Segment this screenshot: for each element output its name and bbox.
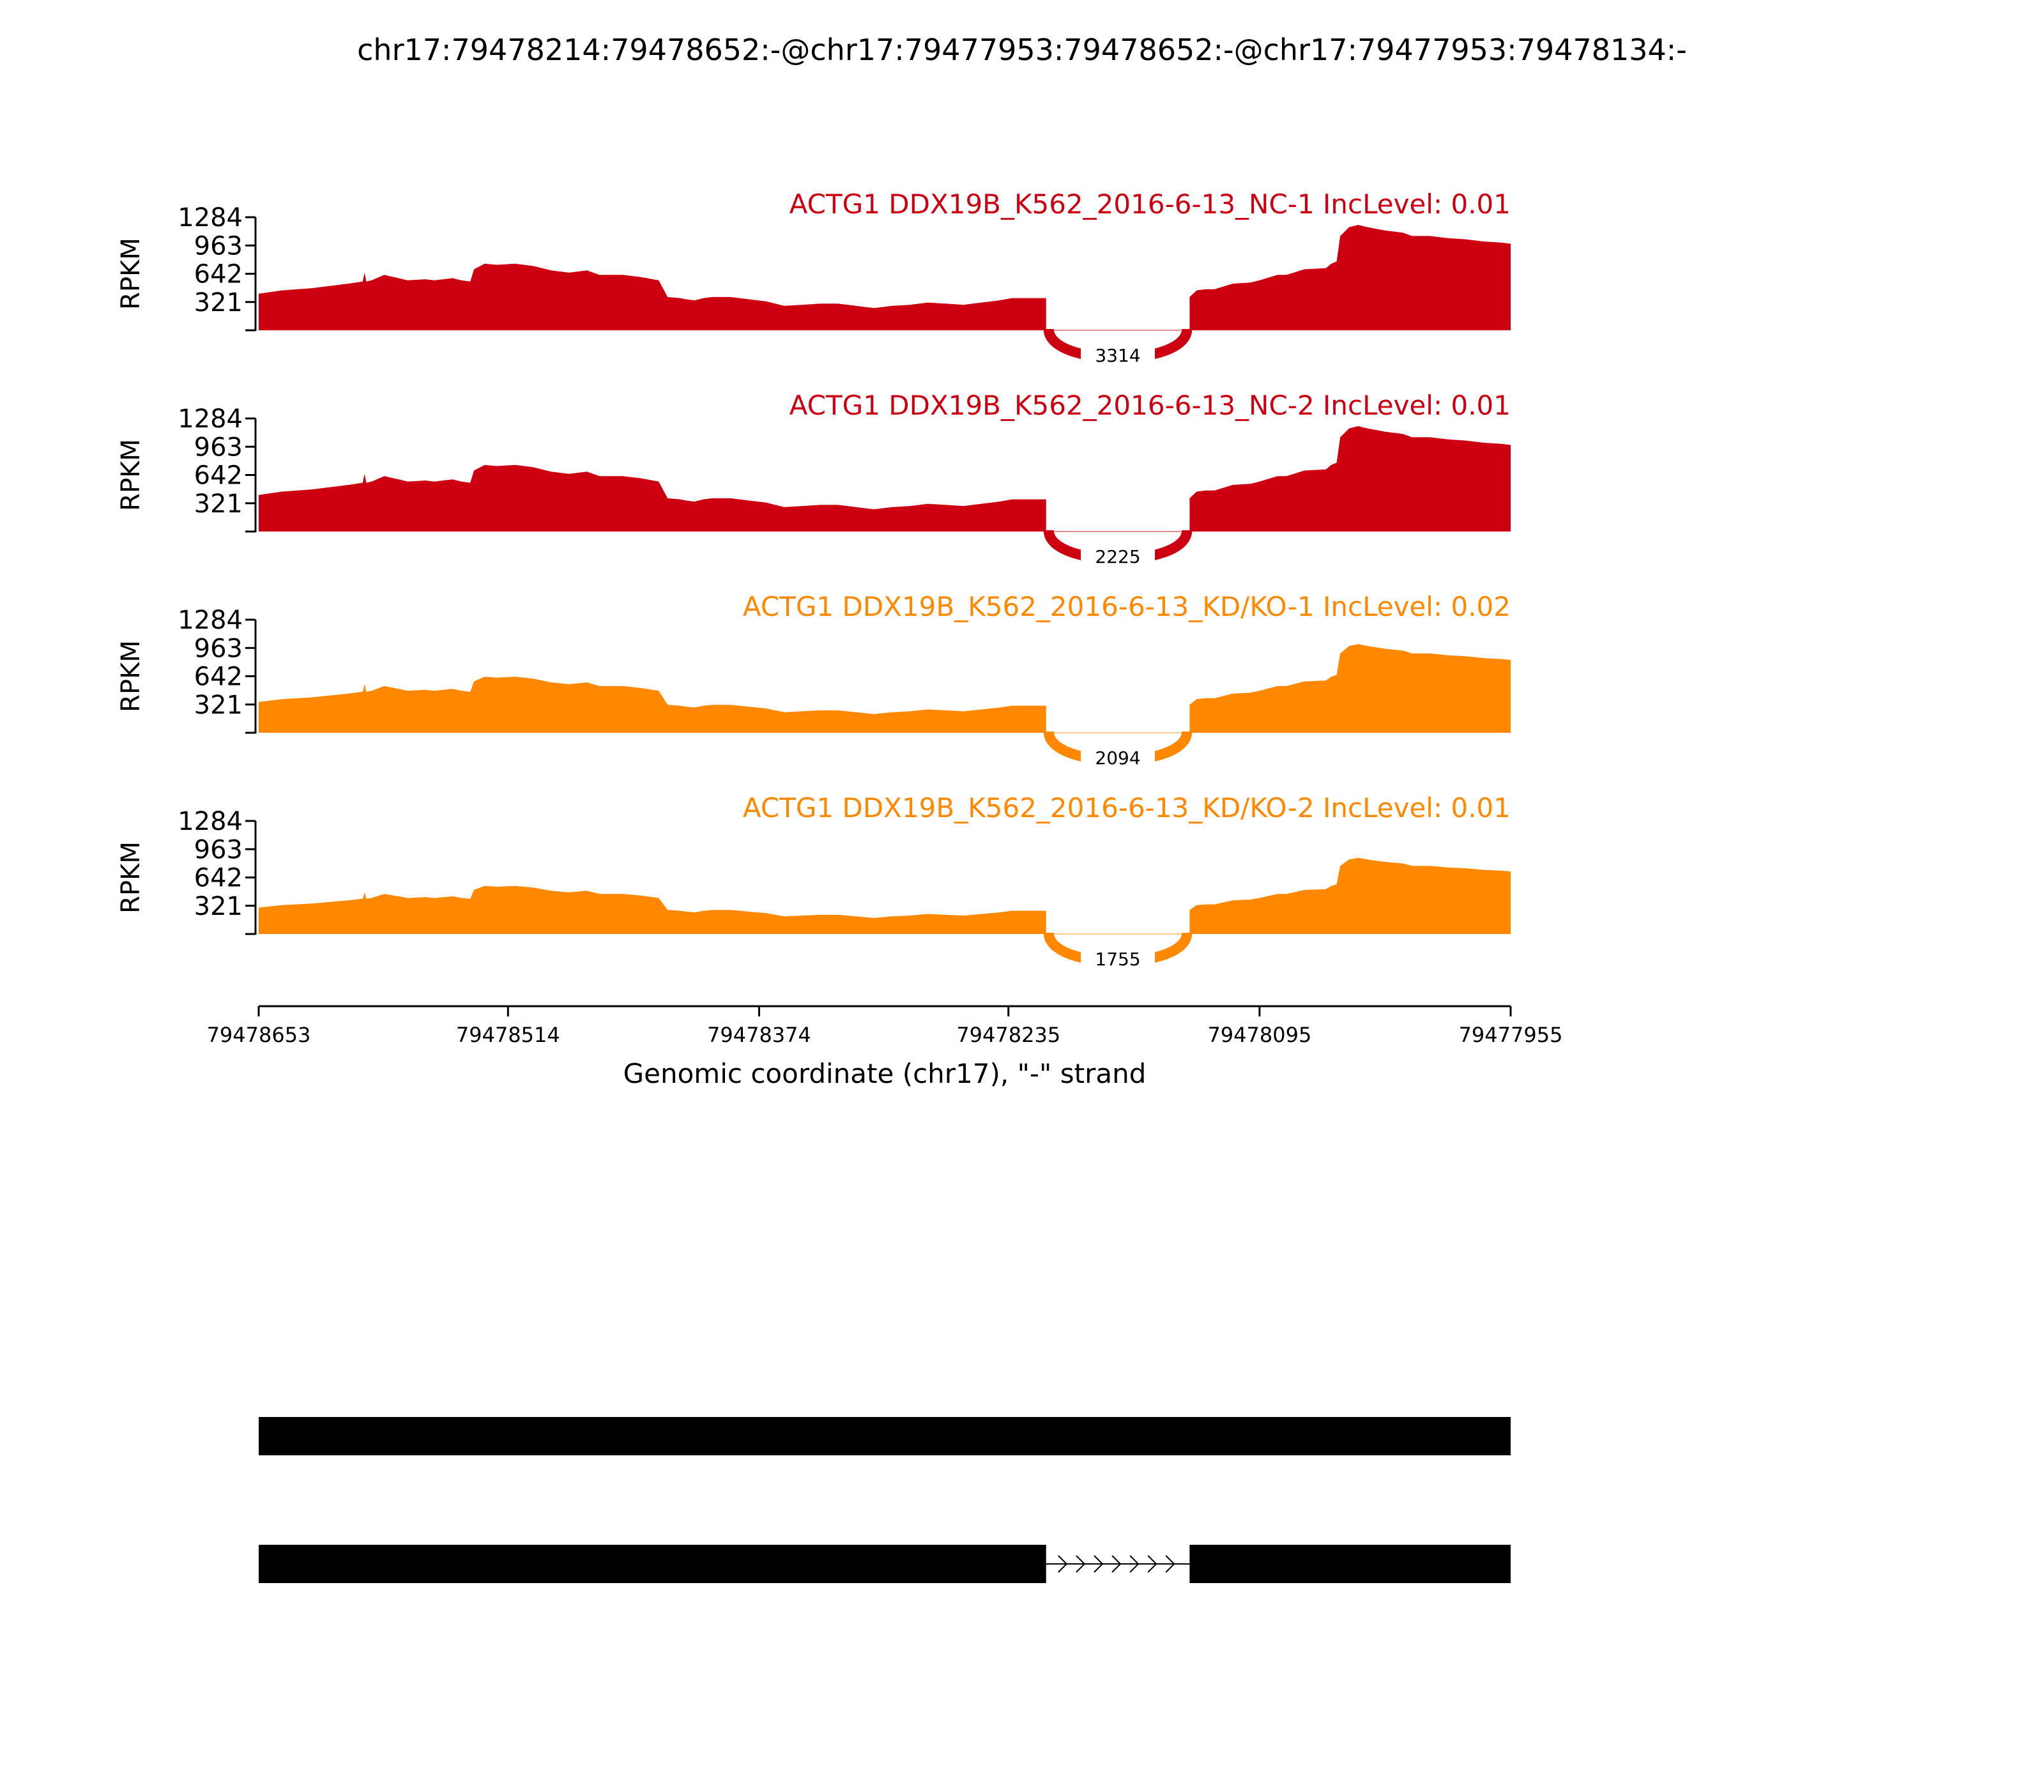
- y-tick-label: 321: [194, 489, 243, 519]
- y-axis-label: RPKM: [116, 439, 146, 511]
- y-tick-label: 642: [194, 461, 243, 491]
- y-tick-label: 1284: [178, 606, 243, 635]
- coverage-panel: [116, 390, 1511, 569]
- coverage-panels: [116, 188, 1511, 972]
- y-tick-label: 1284: [178, 807, 243, 836]
- y-tick-label: 642: [194, 662, 243, 692]
- x-tick-label: 79477955: [1458, 1023, 1563, 1047]
- y-tick-label: 963: [194, 634, 243, 664]
- y-tick-label: 963: [194, 835, 243, 865]
- junction-count-label: 2094: [1095, 747, 1141, 769]
- coverage-area: [259, 858, 1511, 934]
- y-tick-label: 963: [194, 231, 243, 261]
- isoform-model: [259, 1545, 1511, 1583]
- y-tick-label: 642: [194, 863, 243, 893]
- y-tick-label: 321: [194, 891, 243, 921]
- coverage-area: [259, 225, 1511, 330]
- x-axis-label: Genomic coordinate (chr17), "-" strand: [623, 1058, 1147, 1089]
- y-tick-label: 1284: [178, 203, 243, 233]
- genomic-x-axis: [207, 1006, 1563, 1089]
- series-label: ACTG1 DDX19B_K562_2016-6-13_NC-2 IncLevel: 0.01: [789, 390, 1511, 421]
- junction-count-label: 1755: [1095, 949, 1141, 970]
- y-axis-label: RPKM: [116, 640, 146, 712]
- y-tick-label: 321: [194, 287, 243, 318]
- coverage-panel: [116, 591, 1511, 770]
- x-tick-label: 79478374: [707, 1023, 811, 1047]
- series-label: ACTG1 DDX19B_K562_2016-6-13_NC-1 IncLevel: 0.01: [789, 188, 1511, 220]
- series-label: ACTG1 DDX19B_K562_2016-6-13_KD/KO-2 IncLevel: 0.01: [742, 792, 1511, 823]
- isoform-track: [259, 1417, 1511, 1583]
- x-tick-label: 79478095: [1207, 1023, 1312, 1047]
- x-tick-label: 79478235: [956, 1023, 1061, 1047]
- y-tick-label: 963: [194, 433, 243, 463]
- figure-title: chr17:79478214:79478652:-@chr17:79477953:79478652:-@chr17:79477953:79478134:-: [357, 33, 1687, 67]
- y-tick-label: 321: [194, 690, 243, 720]
- series-label: ACTG1 DDX19B_K562_2016-6-13_KD/KO-1 IncLevel: 0.02: [742, 591, 1511, 622]
- coverage-area: [259, 426, 1511, 532]
- y-axis-label: RPKM: [116, 841, 146, 914]
- exon-block: [1189, 1545, 1511, 1583]
- junction-count-label: 3314: [1095, 345, 1141, 366]
- y-tick-label: 1284: [178, 404, 243, 434]
- y-axis-label: RPKM: [116, 238, 146, 310]
- exon-block: [259, 1417, 1511, 1455]
- exon-block: [259, 1545, 1046, 1583]
- junction-count-label: 2225: [1095, 546, 1141, 567]
- coverage-panel: [116, 792, 1511, 972]
- x-tick-label: 79478514: [455, 1023, 560, 1047]
- isoform-model: [259, 1417, 1511, 1455]
- x-tick-label: 79478653: [206, 1023, 311, 1047]
- y-tick-label: 642: [194, 259, 243, 289]
- coverage-area: [259, 644, 1511, 733]
- coverage-panel: [116, 188, 1511, 368]
